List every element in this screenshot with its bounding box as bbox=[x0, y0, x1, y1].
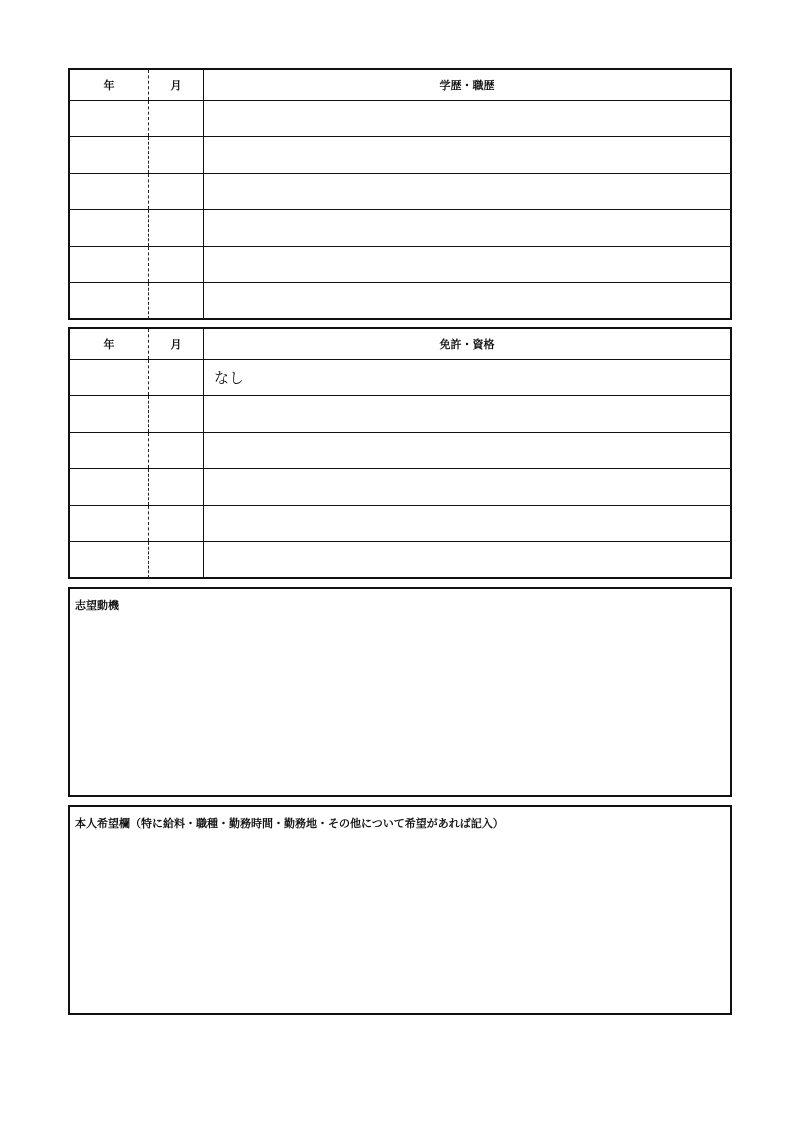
licenses-row bbox=[70, 506, 730, 542]
history-month-cell[interactable] bbox=[149, 283, 204, 319]
history-month-cell[interactable] bbox=[149, 101, 204, 136]
history-month-header: 月 bbox=[149, 70, 204, 100]
licenses-year-cell[interactable] bbox=[70, 360, 149, 395]
motivation-label: 志望動機 bbox=[75, 599, 119, 612]
history-year-cell[interactable] bbox=[70, 101, 149, 136]
history-year-cell[interactable] bbox=[70, 283, 149, 319]
licenses-month-cell[interactable] bbox=[149, 469, 204, 504]
licenses-month-cell[interactable] bbox=[149, 360, 204, 395]
requests-box[interactable] bbox=[68, 805, 732, 1015]
history-month-cell[interactable] bbox=[149, 247, 204, 282]
licenses-content-cell[interactable] bbox=[204, 433, 730, 468]
licenses-year-cell[interactable] bbox=[70, 469, 149, 504]
history-month-cell[interactable] bbox=[149, 174, 204, 209]
licenses-row bbox=[70, 396, 730, 432]
history-year-cell[interactable] bbox=[70, 174, 149, 209]
licenses-content-cell[interactable] bbox=[204, 542, 730, 578]
history-content-cell[interactable] bbox=[204, 210, 730, 245]
licenses-row bbox=[70, 433, 730, 469]
history-year-cell[interactable] bbox=[70, 210, 149, 245]
licenses-content-cell[interactable] bbox=[204, 469, 730, 504]
licenses-month-cell[interactable] bbox=[149, 433, 204, 468]
licenses-row bbox=[70, 542, 730, 578]
licenses-month-header: 月 bbox=[149, 329, 204, 359]
history-year-cell[interactable] bbox=[70, 137, 149, 172]
licenses-year-cell[interactable] bbox=[70, 506, 149, 541]
requests-text[interactable] bbox=[78, 837, 722, 1005]
licenses-content-cell[interactable] bbox=[204, 396, 730, 431]
history-content-cell[interactable] bbox=[204, 283, 730, 319]
licenses-month-cell[interactable] bbox=[149, 542, 204, 578]
history-content-cell[interactable] bbox=[204, 247, 730, 282]
history-table bbox=[68, 68, 732, 320]
licenses-header-row bbox=[70, 329, 730, 360]
history-row bbox=[70, 247, 730, 283]
licenses-content-cell[interactable]: なし bbox=[214, 369, 245, 388]
history-content-cell[interactable] bbox=[204, 137, 730, 172]
history-row bbox=[70, 283, 730, 319]
motivation-box[interactable] bbox=[68, 587, 732, 797]
history-row bbox=[70, 137, 730, 173]
licenses-month-cell[interactable] bbox=[149, 396, 204, 431]
licenses-content-header: 免許・資格 bbox=[439, 338, 495, 351]
licenses-content-cell[interactable] bbox=[204, 506, 730, 541]
history-content-cell[interactable] bbox=[204, 174, 730, 209]
licenses-row bbox=[70, 360, 730, 396]
licenses-year-cell[interactable] bbox=[70, 433, 149, 468]
licenses-year-cell[interactable] bbox=[70, 396, 149, 431]
history-content-cell[interactable] bbox=[204, 101, 730, 136]
history-content-header: 学歴・職歴 bbox=[439, 79, 495, 92]
history-row bbox=[70, 101, 730, 137]
history-month-cell[interactable] bbox=[149, 210, 204, 245]
history-row bbox=[70, 174, 730, 210]
history-month-cell[interactable] bbox=[149, 137, 204, 172]
licenses-year-header: 年 bbox=[70, 329, 149, 359]
history-year-cell[interactable] bbox=[70, 247, 149, 282]
requests-label: 本人希望欄（特に給料・職種・勤務時間・勤務地・その他について希望があれば記入） bbox=[75, 817, 504, 830]
licenses-year-cell[interactable] bbox=[70, 542, 149, 578]
history-year-header: 年 bbox=[70, 70, 149, 100]
motivation-text[interactable] bbox=[78, 619, 722, 787]
licenses-month-cell[interactable] bbox=[149, 506, 204, 541]
licenses-row bbox=[70, 469, 730, 505]
licenses-table bbox=[68, 327, 732, 579]
history-row bbox=[70, 210, 730, 246]
history-header-row bbox=[70, 70, 730, 101]
